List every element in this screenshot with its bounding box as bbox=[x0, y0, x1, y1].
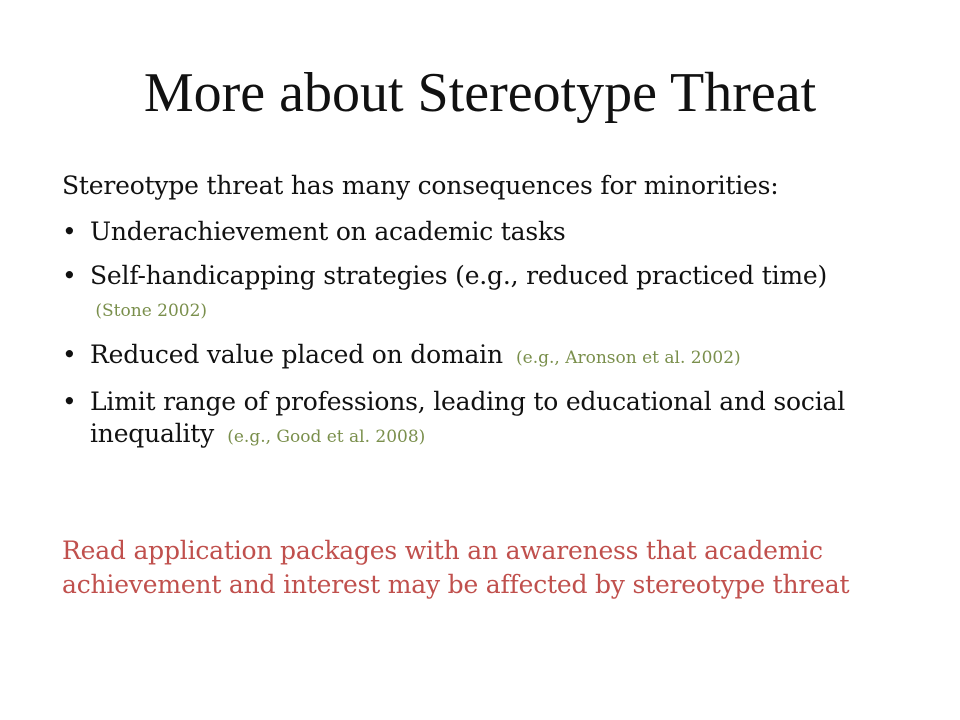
bullet-item-limit-range bbox=[62, 386, 882, 453]
bullet-text: Reduced value placed on domain bbox=[90, 340, 503, 369]
bullet-text: Underachievement on academic tasks bbox=[90, 217, 566, 246]
slide-title: More about Stereotype Threat bbox=[143, 62, 817, 124]
bullet-dot-icon: • bbox=[62, 261, 77, 290]
bullet-dot-icon: • bbox=[62, 217, 77, 246]
bullet-text: Limit range of professions, leading to educational and social inequality bbox=[90, 387, 845, 448]
bullet-item-reduced-value bbox=[62, 339, 882, 374]
bullet-dot-icon: • bbox=[62, 387, 77, 416]
takeaway-text: Read application packages with an awareness that academic achievement and interest may be affected by stereotype threat bbox=[62, 536, 850, 599]
bullet-dot-icon: • bbox=[62, 340, 77, 369]
bullet-citation: (e.g., Good et al. 2008) bbox=[221, 427, 426, 447]
bullet-list bbox=[62, 216, 882, 453]
bullet-text: Self-handicapping strategies (e.g., reduced practiced time) bbox=[90, 261, 828, 290]
bullet-item-underachievement bbox=[62, 216, 882, 248]
bullet-citation: (e.g., Aronson et al. 2002) bbox=[510, 348, 741, 368]
bullet-citation: (Stone 2002) bbox=[90, 301, 208, 321]
intro-text: Stereotype threat has many consequences for minorities: bbox=[62, 171, 779, 200]
slide-body bbox=[62, 170, 882, 465]
bullet-item-self-handicapping bbox=[62, 260, 882, 327]
